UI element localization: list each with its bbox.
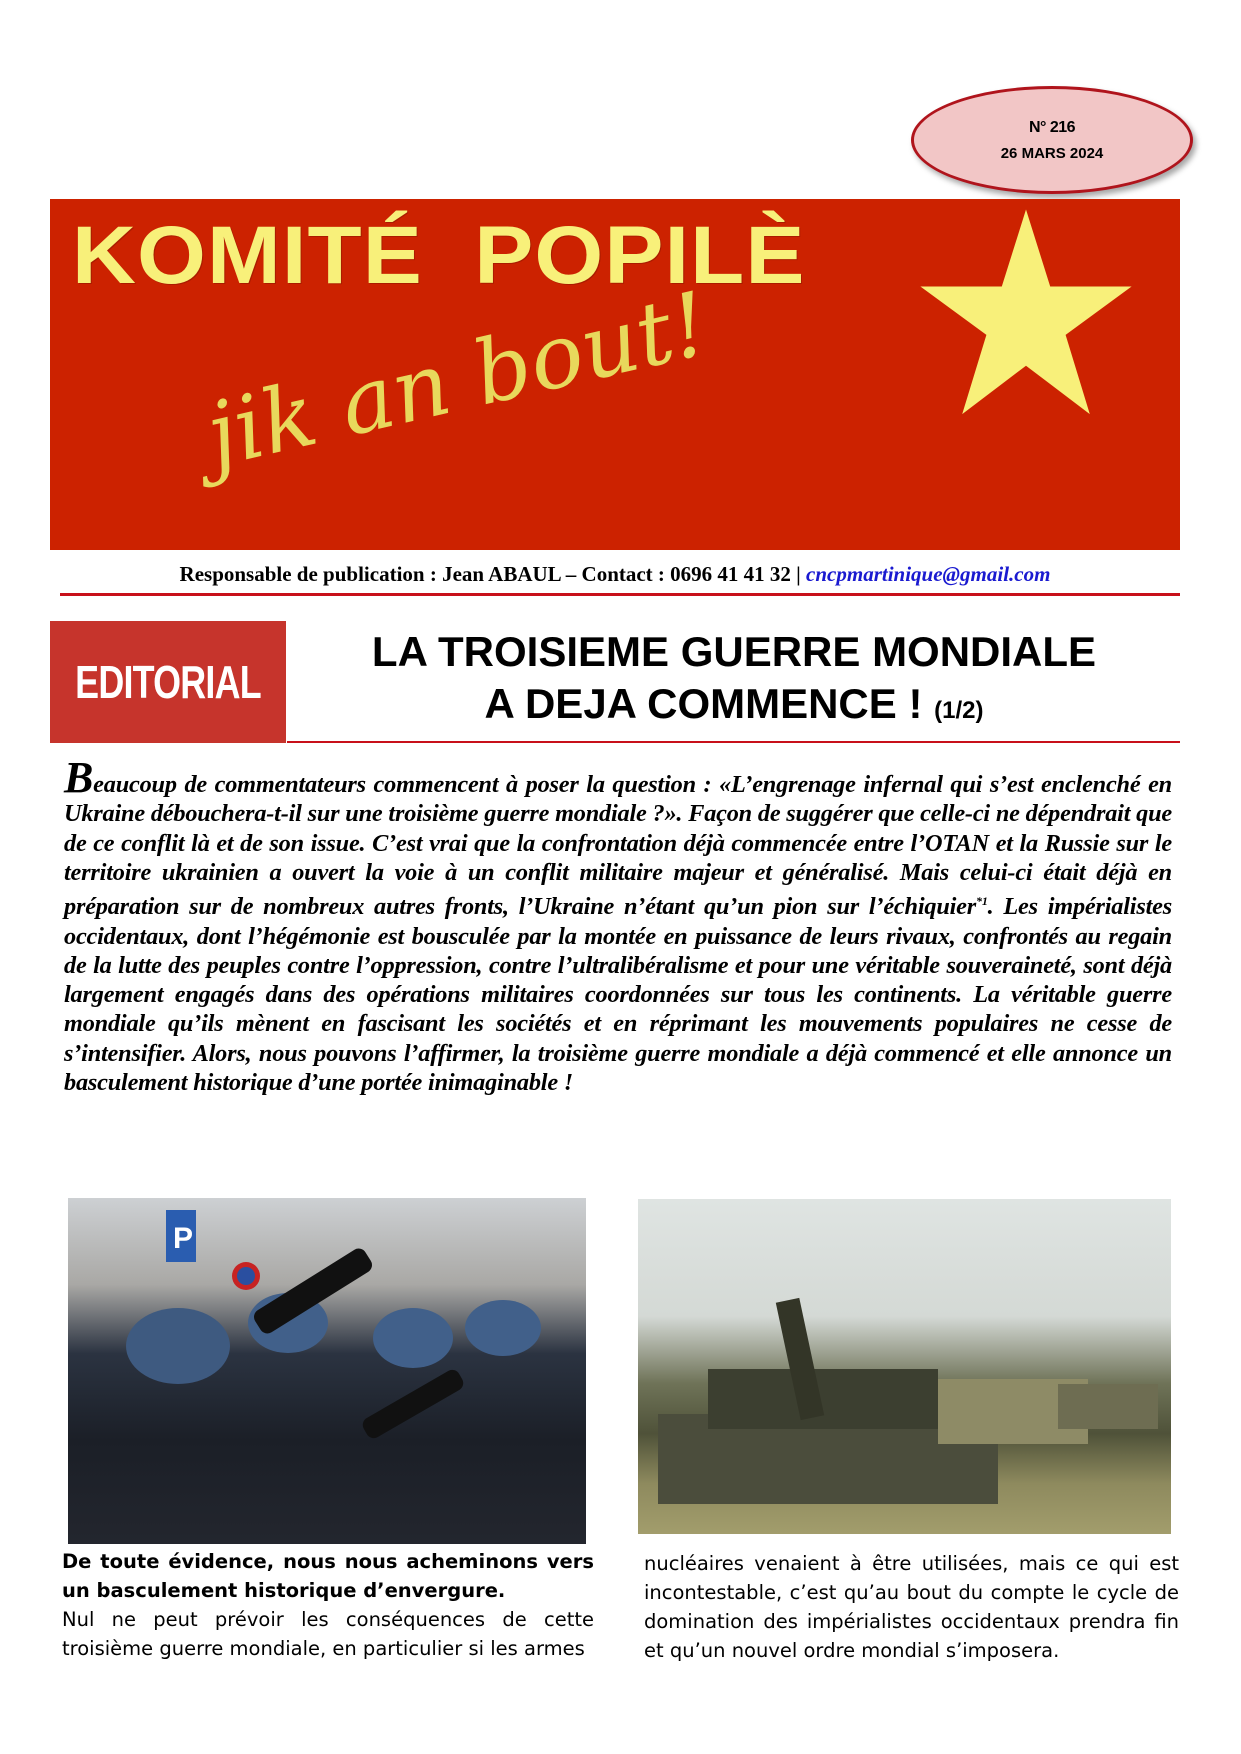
masthead-slogan: jik an bout! bbox=[196, 271, 718, 487]
masthead-banner bbox=[50, 199, 1180, 550]
body-text-right: nucléaires venaient à être utilisées, mais ce qui est incontestable, c’est qu’au bout du compte le cycle de domination des impérialistes occidentaux prendra fin et qu’un nouvel ordre mondial s’imposera. bbox=[644, 1552, 1179, 1662]
body-text-left: Nul ne peut prévoir les conséquences de cette troisième guerre mondiale, en particulier si les armes bbox=[62, 1608, 594, 1660]
article-body-left bbox=[62, 1547, 594, 1663]
article-body-right bbox=[644, 1549, 1179, 1665]
masthead-title: KOMITÉ POPILÈ bbox=[72, 210, 806, 301]
photo-placeholder-icon bbox=[638, 1199, 1171, 1534]
drop-cap: B bbox=[64, 753, 94, 802]
footnote-marker: *1 bbox=[976, 894, 988, 909]
headline-line-1: LA TROISIEME GUERRE MONDIALE bbox=[371, 628, 1097, 675]
article-headline bbox=[288, 626, 1180, 737]
lead-text: eaucoup de commentateurs commencent à poser la question : «L’engrenage infernal qui s’est enclenché en Ukraine débouchera-t-il sur une troisième guerre mondiale ?». Façon de suggérer que celle-ci ne dépendrait que de ce conflit là et de son issue. C’est vrai que la confrontation déjà commencée entre l’OTAN et la Russie sur le territoire ukrainien a ouvert la voie à un conflit militaire majeur et généralisé. Mais celui-ci était déjà en préparation sur de nombreux autres fronts, l’Ukraine n’étant qu’un pion sur l’échiquier bbox=[64, 771, 1172, 921]
divider bbox=[60, 593, 1180, 596]
star-icon bbox=[916, 209, 1136, 419]
photo-placeholder-icon bbox=[68, 1198, 586, 1544]
lead-text-continued: . Les impérialistes occidentaux, dont l’hégémonie est bousculée par la montée en puissance de leurs rivaux, confrontés au regain de la lutte des peuples contre l’oppression, contre l’ultralibéralisme et pour une véritable souveraineté, sont déjà largement engagés dans des opérations militaires coordonnées sur tous les continents. La véritable guerre mondiale qu’ils mènent en fascisant les sociétés et en réprimant les mouvements populaires ne cesse de s’intensifier. Alors, nous pouvons l’affirmer, la troisième guerre mondiale a déjà commencé et elle annonce un basculement historique d’une portée inimaginable ! bbox=[64, 893, 1172, 1097]
riot-police-photo bbox=[68, 1198, 586, 1544]
section-tag bbox=[50, 621, 286, 743]
tank-column-photo bbox=[638, 1199, 1171, 1534]
publisher-contact: Responsable de publication : Jean ABAUL – Contact : 0696 41 41 32 | bbox=[179, 562, 807, 586]
issue-date: 26 MARS 2024 bbox=[1000, 144, 1104, 162]
lead-paragraph bbox=[64, 753, 1172, 1097]
svg-text:P: P bbox=[173, 1222, 194, 1255]
section-tag-label: EDITORIAL bbox=[75, 656, 261, 708]
divider bbox=[287, 741, 1180, 743]
photo-caption: De toute évidence, nous nous acheminons vers un basculement historique d’envergure. bbox=[62, 1550, 594, 1602]
contact-email-link[interactable]: cncpmartinique@gmail.com bbox=[806, 562, 1051, 586]
contact-line bbox=[50, 562, 1180, 587]
issue-number: N° 216 bbox=[1028, 118, 1076, 136]
headline-line-2: A DEJA COMMENCE ! bbox=[484, 680, 935, 727]
headline-part: (1/2) bbox=[934, 697, 984, 724]
issue-badge bbox=[911, 86, 1193, 194]
